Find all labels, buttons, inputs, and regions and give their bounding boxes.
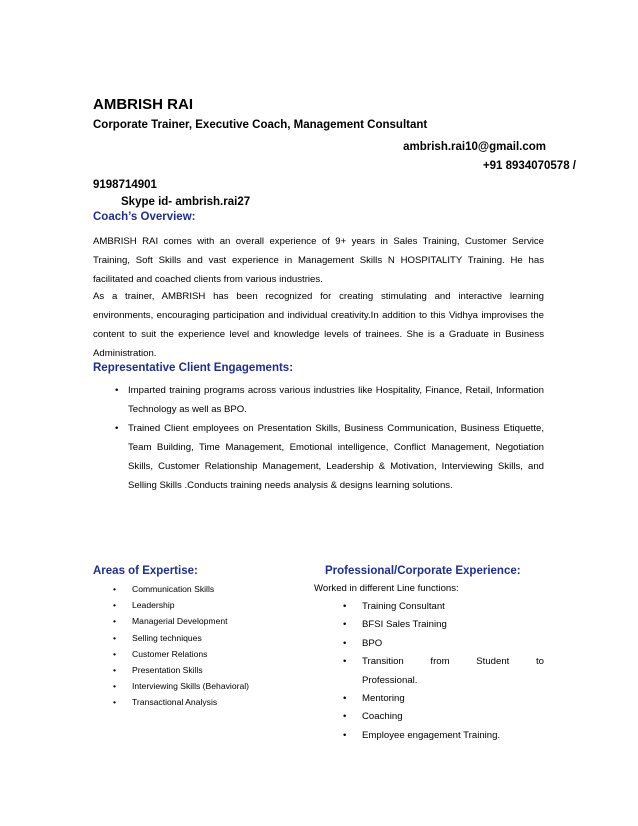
bullet-icon: • — [343, 729, 347, 741]
client-engagements-list — [115, 381, 544, 496]
list-item — [343, 635, 544, 653]
bullet-icon: • — [113, 600, 117, 611]
bullet-icon: • — [113, 616, 117, 627]
list-item-text: Training Consultant — [362, 601, 445, 612]
transition-word: to — [535, 656, 544, 668]
list-item-text: Trained Client employees on Presentation Skills, Business Communication, Business Etiquette, Team Building, Time Management, Emotional intelligence, Conflict Management, Negotiation Skills, Customer Relationship Management, Leadership & Motivation, Interviewing Skills, and Selling Skills .Conducts training needs analysis & designs learning solutions. — [128, 423, 544, 492]
list-item-text: Selling techniques — [132, 632, 202, 643]
list-item-text: BPO — [362, 637, 383, 649]
list-item — [113, 646, 249, 662]
list-item — [113, 581, 249, 597]
bullet-icon: • — [113, 648, 117, 659]
bullet-icon: • — [113, 584, 117, 594]
experience-heading: Professional/Corporate Experience: — [325, 565, 521, 577]
bullet-icon: • — [343, 601, 347, 612]
experience-list — [343, 598, 544, 745]
candidate-name: AMBRISH RAI — [93, 96, 193, 113]
list-item — [113, 678, 250, 694]
bullet-icon: • — [343, 711, 347, 723]
list-item — [115, 419, 544, 495]
bullet-icon: • — [343, 693, 347, 705]
transition-word: from — [430, 656, 450, 668]
candidate-title: Corporate Trainer, Executive Coach, Management Consultant — [93, 119, 428, 131]
bullet-icon: • — [115, 385, 119, 396]
list-item-text: Leadership — [132, 600, 175, 611]
list-item — [115, 381, 544, 419]
experience-intro: Worked in different Line functions: — [314, 583, 459, 594]
list-item-text: BFSI Sales Training — [362, 619, 447, 631]
phone-number-secondary: 9198714901 — [93, 179, 157, 191]
list-item-text: Managerial Development — [132, 616, 228, 627]
skype-id: Skype id- ambrish.rai27 — [121, 196, 251, 208]
list-item-text: Communication Skills — [132, 584, 215, 594]
bullet-icon: • — [343, 619, 347, 631]
list-item-text: Coaching — [362, 711, 403, 723]
list-item-text: Customer Relations — [132, 648, 208, 659]
list-item — [343, 708, 544, 726]
overview-heading: Coach’s Overview: — [93, 211, 196, 223]
list-item — [113, 694, 249, 710]
list-item — [343, 598, 544, 616]
bullet-icon: • — [113, 632, 117, 643]
bullet-icon: • — [343, 656, 347, 668]
list-item-text: Imparted training programs across various industries like Hospitality, Finance, Retail, Information Technology as well as BPO. — [128, 385, 544, 416]
list-item — [343, 653, 544, 690]
list-item — [343, 727, 544, 745]
list-item-text: Mentoring — [362, 693, 405, 705]
list-item-text: Presentation Skills — [132, 664, 203, 675]
list-item-text: Employee engagement Training. — [362, 729, 501, 741]
overview-text-1: AMBRISH RAI comes with an overall experience of 9+ years in Sales Training, Customer Service Training, Soft Skills and vast experience in Management Skills N HOSPITALITY Training. He has facilitated and coached clients from various industries. — [93, 236, 544, 286]
list-item-text: Transactional Analysis — [132, 697, 218, 708]
list-item — [113, 630, 249, 646]
overview-text-2: As a trainer, AMBRISH has been recognized for creating stimulating and interactive learning environments, encouraging participation and individual creativity.In addition to this Vidhya improvises the content to suit the experience level and knowledge levels of trainees. She is a Graduate in Business Administration. — [93, 291, 544, 360]
list-item — [113, 597, 249, 613]
transition-line — [362, 653, 544, 671]
expertise-list — [113, 581, 250, 711]
bullet-icon: • — [113, 664, 117, 675]
bullet-icon: • — [115, 423, 119, 435]
bullet-icon: • — [343, 637, 347, 649]
list-item — [343, 690, 544, 708]
transition-word: Student — [476, 656, 510, 668]
phone-number-primary: +91 8934070578 / — [482, 160, 576, 172]
email-address: ambrish.rai10@gmail.com — [403, 141, 546, 153]
transition-word: Transition — [362, 656, 404, 668]
overview-paragraph-1 — [93, 232, 544, 289]
list-item — [343, 616, 544, 634]
expertise-heading: Areas of Expertise: — [93, 565, 198, 577]
client-engagements-heading: Representative Client Engagements: — [93, 362, 294, 374]
bullet-icon: • — [113, 697, 117, 708]
list-item-text: Interviewing Skills (Behavioral) — [132, 681, 250, 692]
list-item — [113, 662, 249, 678]
list-item — [113, 613, 249, 629]
bullet-icon: • — [113, 681, 117, 692]
overview-paragraph-2 — [93, 287, 544, 363]
transition-tail: Professional. — [362, 674, 418, 686]
